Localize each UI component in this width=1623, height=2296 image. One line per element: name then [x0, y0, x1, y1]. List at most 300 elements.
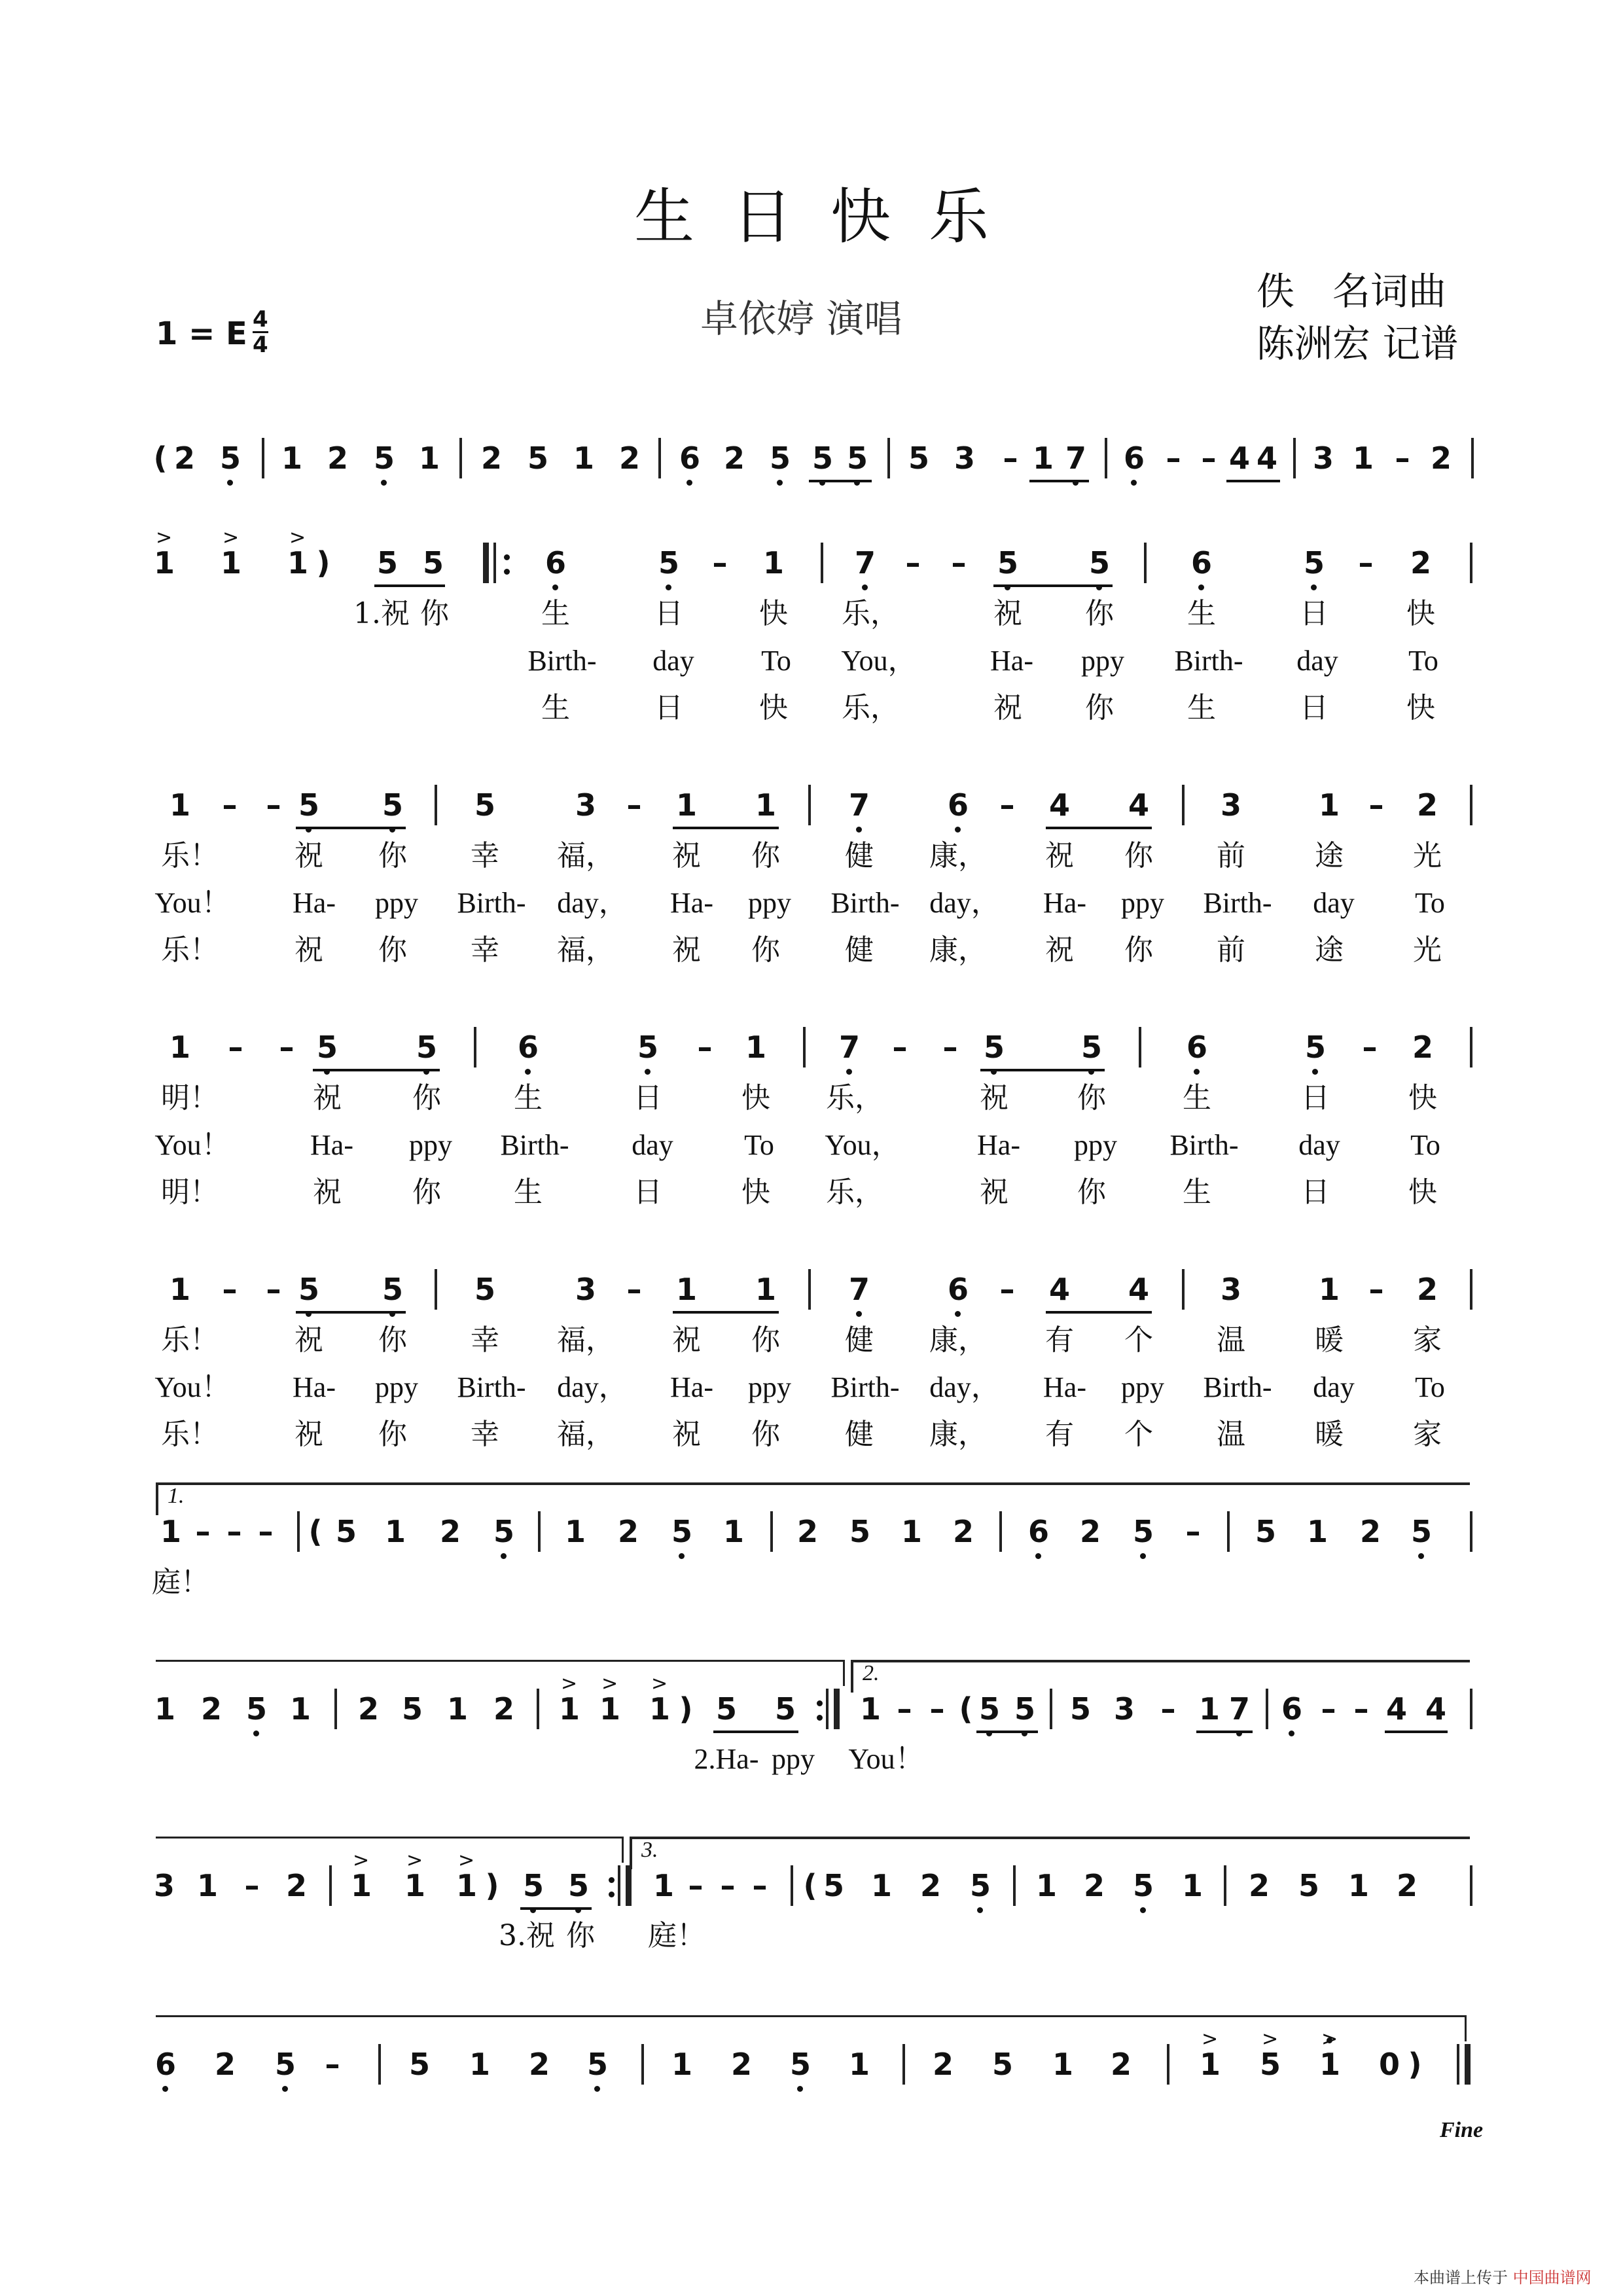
repeat-dot: [609, 1892, 615, 1897]
lyric-word: 祝: [294, 933, 323, 967]
note: 1: [859, 1691, 881, 1727]
lyric-line: [0, 1563, 1623, 1602]
note: 1: [722, 1514, 744, 1549]
lyric-word: 你: [1085, 597, 1114, 630]
note: 5: [970, 1686, 1009, 1732]
lyric-word: 明！: [161, 1175, 219, 1209]
lyric-word: 康，: [929, 933, 987, 967]
staff-top-line: [156, 2015, 1466, 2017]
lyric-line: [0, 1321, 1623, 1360]
time-signature: [253, 308, 268, 357]
barline: [1470, 1865, 1472, 1906]
lyric-word: 快: [1406, 691, 1435, 725]
lyric-line: [0, 931, 1623, 970]
barline: [262, 438, 264, 478]
note: –: [905, 545, 921, 581]
lyric-word: 2.Ha-: [694, 1743, 759, 1775]
note: 2: [1083, 1868, 1105, 1903]
note: 1: [169, 1030, 190, 1065]
note: 4: [1228, 440, 1250, 476]
volta-bracket: [851, 1660, 1470, 1662]
lyric-word: Birth-: [1174, 645, 1243, 677]
note: 1: [1352, 440, 1374, 476]
note: –: [266, 787, 281, 823]
lyric-line: [0, 689, 1623, 728]
lyric-word: 你: [751, 1323, 780, 1357]
note: 5: [823, 1868, 844, 1903]
note: –: [712, 545, 728, 581]
note: 1: [169, 1272, 190, 1307]
lyric-word: Birth-: [500, 1129, 569, 1161]
lyric-word: 快: [1408, 1081, 1437, 1115]
low-octave-dot: [1140, 1907, 1146, 1913]
accent-mark: >: [353, 1849, 370, 1872]
low-octave-dot: [1311, 584, 1317, 590]
footer-site: 中国曲谱网: [1512, 2269, 1592, 2287]
lyric-word: 快: [1406, 597, 1435, 630]
barline: [826, 1689, 829, 1729]
note: 5: [649, 540, 688, 586]
note: 5: [1298, 1868, 1319, 1903]
note: 1: [745, 1030, 766, 1065]
lyric-word: Birth-: [1169, 1129, 1239, 1161]
note: 7: [840, 1266, 879, 1312]
lyric-word: Birth-: [457, 887, 526, 919]
note: 1 >: [590, 1686, 630, 1732]
low-octave-dot: [594, 2086, 600, 2092]
lyric-word: 日: [1300, 597, 1329, 630]
barline: [1013, 1865, 1016, 1906]
barline: [334, 1689, 337, 1729]
accent-mark: >: [1202, 2028, 1219, 2051]
lyric-word: ppy: [748, 1371, 791, 1403]
note: 5: [715, 1691, 737, 1727]
accent-mark: >: [156, 526, 173, 549]
note: 5: [289, 782, 329, 828]
note: –: [1185, 1514, 1201, 1549]
lyric-word: 乐！: [161, 1323, 219, 1357]
lyric-word: Ha-: [977, 1129, 1020, 1161]
note: 5: [422, 545, 444, 581]
note: 2: [327, 440, 348, 476]
lyric-word: 康，: [929, 839, 987, 872]
note: 2: [1416, 1272, 1438, 1307]
lyric-word: 有: [1045, 1323, 1074, 1357]
bracket: ): [485, 1868, 499, 1903]
barline: [1050, 1689, 1052, 1729]
volta-number: 1.: [168, 1484, 185, 1508]
lyric-word: 快: [741, 1081, 770, 1115]
lyric-word: ppy: [375, 1371, 418, 1403]
lyric-word: Ha-: [1043, 1371, 1086, 1403]
note: 6: [938, 1266, 978, 1312]
note: 5: [289, 1266, 329, 1312]
lyric-word: day: [632, 1129, 673, 1161]
lyric-word: 个: [1124, 1418, 1153, 1451]
note: 5: [1069, 1691, 1091, 1727]
note: 7: [840, 782, 879, 828]
note: 2: [618, 440, 640, 476]
note: 2: [730, 2047, 752, 2082]
lyric-word: day，: [557, 887, 628, 919]
note: –: [244, 1868, 260, 1903]
note: 1: [652, 1868, 674, 1903]
note: 1: [196, 1868, 218, 1903]
note: 6: [1272, 1686, 1311, 1732]
note: 5: [237, 1686, 276, 1732]
note: 2: [528, 2047, 550, 2082]
note: 1: [469, 2047, 490, 2082]
note: –: [1362, 1030, 1378, 1065]
notation-row: [0, 1509, 1623, 1554]
low-octave-dot: [227, 480, 233, 486]
low-octave-dot: [687, 480, 692, 486]
staff-top-edge: [1465, 2015, 1467, 2041]
page-title: 生日快乐: [633, 182, 1027, 252]
lyric-word: day: [1296, 645, 1338, 677]
note: 2: [932, 2047, 954, 2082]
note: 1: [675, 1272, 697, 1307]
barline: [1167, 2044, 1169, 2085]
lyric-word: You！: [154, 1129, 230, 1161]
note: 4: [1128, 787, 1149, 823]
barline: [1470, 1511, 1472, 1552]
note: 3: [575, 1272, 596, 1307]
note: 1 >: [211, 540, 251, 586]
lyric-word: You！: [848, 1743, 924, 1775]
barline: [474, 1027, 476, 1067]
note: 3: [1220, 1272, 1241, 1307]
lyric-word: 幸: [471, 839, 499, 872]
low-octave-dot: [1022, 1731, 1027, 1736]
repeat-dot: [817, 1715, 823, 1721]
lyric-line: [0, 1368, 1623, 1407]
note: 1: [675, 787, 697, 823]
footer-text: 本曲谱上传于: [1414, 2269, 1508, 2287]
note: 5: [849, 1514, 870, 1549]
lyric-word: 快: [759, 597, 788, 630]
low-octave-dot: [1194, 1069, 1200, 1075]
barline: [1470, 785, 1472, 825]
note: 6: [1182, 540, 1221, 586]
low-octave-dot: [797, 2086, 803, 2092]
lyric-word: 家: [1413, 1323, 1442, 1357]
barline: [1182, 785, 1185, 825]
note: 6: [146, 2041, 185, 2087]
barline: [1470, 543, 1472, 583]
barline: [770, 1511, 773, 1552]
volta-bracket: [156, 1482, 1470, 1485]
lyric-word: 祝: [1045, 933, 1074, 967]
lyric-word: 福，: [557, 933, 615, 967]
lyric-line: [0, 1173, 1623, 1212]
note: 7: [1056, 435, 1096, 481]
lyric-word: Ha-: [670, 1371, 713, 1403]
note: 0: [1378, 2047, 1400, 2082]
lyric-word: 个: [1124, 1323, 1153, 1357]
note: 1 >: [640, 1686, 679, 1732]
lyric-word: 光: [1413, 933, 1442, 967]
repeat-dot: [817, 1700, 823, 1706]
note: 1 >: [1310, 2041, 1349, 2087]
transcriber-credit: 陈洲宏 记谱: [1257, 321, 1459, 366]
lyric-word: 你: [378, 1418, 407, 1451]
lyric-word: 生: [514, 1175, 543, 1209]
note: 1: [848, 2047, 870, 2082]
bracket: ): [1408, 2047, 1422, 2082]
lyric-word: 你: [1077, 1175, 1106, 1209]
note: 5: [376, 545, 398, 581]
lyric-word: To: [761, 645, 791, 677]
note: 6: [1177, 1024, 1217, 1070]
key-label: 1 = E: [156, 315, 247, 352]
lyric-word: 快: [759, 691, 788, 725]
low-octave-dot: [1096, 584, 1102, 590]
lyric-word: 前: [1217, 933, 1245, 967]
note: –: [1358, 545, 1374, 581]
note: 2: [1412, 1030, 1433, 1065]
note: 1: [1052, 2047, 1073, 2082]
lyric-word: Ha-: [990, 645, 1033, 677]
lyric-word: 你: [566, 1919, 595, 1952]
bracket: (: [308, 1514, 323, 1549]
lyric-word: 生: [514, 1081, 543, 1115]
note: 1: [289, 1691, 311, 1727]
barline: [1182, 1269, 1185, 1310]
note: –: [226, 1514, 242, 1549]
lyric-word: 乐，: [826, 1175, 883, 1209]
note: 3: [1113, 1691, 1135, 1727]
note: 1: [281, 440, 302, 476]
note: –: [1003, 440, 1018, 476]
lyric-word: 生: [1183, 1175, 1211, 1209]
note: 2: [919, 1868, 941, 1903]
note: 6: [670, 435, 709, 481]
accent-mark: >: [561, 1672, 578, 1695]
lyric-word: 你: [1124, 933, 1153, 967]
lyric-word: 健: [845, 933, 874, 967]
note: –: [999, 787, 1015, 823]
lyric-word: 日: [633, 1175, 662, 1209]
low-octave-dot: [253, 1731, 259, 1736]
note: 2: [1359, 1514, 1381, 1549]
note: 2: [1248, 1868, 1270, 1903]
low-octave-dot: [977, 1907, 983, 1913]
lyric-word: 前: [1217, 839, 1245, 872]
low-octave-dot: [1035, 1553, 1041, 1559]
note: –: [222, 1272, 238, 1307]
lyric-word: 乐！: [161, 839, 219, 872]
note: 4: [1425, 1691, 1446, 1727]
note: 4: [1385, 1691, 1407, 1727]
note: –: [897, 1691, 912, 1727]
note: –: [1353, 1691, 1369, 1727]
note: 2: [1410, 545, 1431, 581]
lyric-word: ppy: [375, 887, 418, 919]
lyric-word: 健: [845, 1418, 874, 1451]
note: 1: [1035, 1868, 1057, 1903]
lyric-word: 庭！: [152, 1566, 209, 1599]
barline: [808, 1269, 811, 1310]
barline: [1224, 1865, 1226, 1906]
lyric-word: Ha-: [1043, 887, 1086, 919]
note: 4: [1048, 787, 1070, 823]
lyric-word: Ha-: [293, 887, 336, 919]
note: 2: [480, 440, 502, 476]
note: –: [720, 1868, 736, 1903]
lyric-word: 幸: [471, 933, 499, 967]
note: –: [1166, 440, 1181, 476]
note: 5: [401, 1691, 423, 1727]
lyric-word: 庭！: [648, 1919, 705, 1952]
notation-row: [0, 1849, 1623, 1909]
lyric-word: 祝: [672, 1418, 701, 1451]
note: 1: [870, 1868, 892, 1903]
low-octave-dot: [1418, 1553, 1424, 1559]
lyric-word: 祝: [980, 1175, 1008, 1209]
accent-mark: >: [1321, 2028, 1338, 2051]
note: 5: [365, 435, 404, 481]
barline: [999, 1511, 1002, 1552]
accent-mark: >: [458, 1849, 475, 1872]
note: –: [626, 1272, 642, 1307]
note: –: [325, 2047, 340, 2082]
lyric-line: [0, 836, 1623, 876]
note: 1 >: [278, 540, 317, 586]
lyric-word: Ha-: [310, 1129, 353, 1161]
lyric-word: day，: [929, 1371, 1000, 1403]
note: 1: [671, 2047, 692, 2082]
note: 5: [991, 2047, 1013, 2082]
note: –: [752, 1868, 768, 1903]
note: 1: [446, 1691, 468, 1727]
note: 5: [578, 2041, 617, 2087]
lyric-word: 生: [1187, 597, 1216, 630]
low-octave-dot: [1073, 480, 1079, 486]
lyric-word: 祝: [294, 839, 323, 872]
lyric-word: ppy: [772, 1743, 815, 1775]
lyric-word: 祝: [672, 839, 701, 872]
note: 5: [373, 782, 412, 828]
lyric-word: You，: [825, 1129, 901, 1161]
note: 5: [908, 440, 929, 476]
volta-number: 2.: [863, 1661, 880, 1685]
key-signature: [156, 306, 268, 358]
note: 2: [439, 1514, 461, 1549]
note: 1: [1181, 1868, 1203, 1903]
note: 5: [1005, 1686, 1044, 1732]
note: 2: [200, 1691, 222, 1727]
lyric-word: 日: [1300, 691, 1329, 725]
notation-row: [0, 1266, 1623, 1312]
note: –: [1160, 1691, 1176, 1727]
bracket: ): [679, 1691, 693, 1727]
footer: [1414, 2265, 1592, 2287]
note: 5: [1124, 1509, 1163, 1554]
barline: [1144, 543, 1147, 583]
note: 2: [285, 1868, 307, 1903]
note: 1 >: [447, 1863, 486, 1909]
lyric-word: Ha-: [293, 1371, 336, 1403]
low-octave-dot: [1312, 1069, 1318, 1075]
lyric-word: 祝: [294, 1323, 323, 1357]
note: 1: [762, 545, 784, 581]
note: 3: [575, 787, 596, 823]
barline: [808, 785, 811, 825]
note: 1: [755, 787, 776, 823]
lyric-word: 快: [1408, 1175, 1437, 1209]
note: –: [688, 1868, 704, 1903]
lyric-word: 途: [1315, 933, 1344, 967]
lyric-word: 生: [541, 597, 570, 630]
note: 5: [628, 1024, 668, 1070]
lyric-word: day，: [557, 1371, 628, 1403]
lyric-word: day，: [929, 887, 1000, 919]
lyric-word: 温: [1217, 1323, 1245, 1357]
lyric-word: ppy: [748, 887, 791, 919]
low-octave-dot: [645, 1069, 651, 1075]
low-octave-dot: [162, 2086, 168, 2092]
time-bottom: 4: [253, 332, 268, 358]
low-octave-dot: [666, 584, 671, 590]
lyric-word: 乐，: [826, 1081, 883, 1115]
note: 1: [573, 440, 594, 476]
lyric-word: 福，: [557, 839, 615, 872]
barline: [803, 1027, 806, 1067]
lyric-word: 乐！: [161, 933, 219, 967]
lyric-word: You！: [154, 1371, 230, 1403]
lyric-line: [0, 1079, 1623, 1118]
accent-mark: >: [1262, 2028, 1279, 2051]
lyric-word: day: [1298, 1129, 1340, 1161]
lyric-word: 福，: [557, 1418, 615, 1451]
note: 1 >: [145, 540, 184, 586]
low-octave-dot: [501, 1553, 507, 1559]
lyric-word: Birth-: [830, 887, 900, 919]
note: 2: [1079, 1514, 1101, 1549]
lyric-word: You，: [841, 645, 917, 677]
note: 2: [1110, 2047, 1132, 2082]
low-octave-dot: [679, 1553, 685, 1559]
note: 3: [954, 440, 975, 476]
low-octave-dot: [552, 584, 558, 590]
lyric-word: 祝: [313, 1081, 342, 1115]
low-octave-dot: [575, 1907, 581, 1913]
repeat-dot: [609, 1877, 615, 1883]
note: 6: [536, 540, 575, 586]
note: 5: [211, 435, 250, 481]
note: 1: [384, 1514, 406, 1549]
note: 5: [527, 440, 548, 476]
notation-row: [0, 2028, 1623, 2087]
barline: [821, 543, 823, 583]
bracket: (: [959, 1691, 973, 1727]
note: 2: [723, 440, 745, 476]
low-octave-dot: [423, 1069, 429, 1075]
barline: [1105, 438, 1107, 478]
lyric-word: To: [1415, 1371, 1445, 1403]
lyric-word: 快: [741, 1175, 770, 1209]
note: 1: [1318, 1272, 1340, 1307]
low-octave-dot: [862, 584, 868, 590]
note: 1: [1306, 1514, 1328, 1549]
barline: [618, 1865, 620, 1906]
note: 6: [938, 782, 978, 828]
repeat-dot: [504, 554, 510, 560]
lyric-word: day: [1313, 1371, 1355, 1403]
barline: [658, 438, 661, 478]
note: 5: [1255, 1514, 1276, 1549]
